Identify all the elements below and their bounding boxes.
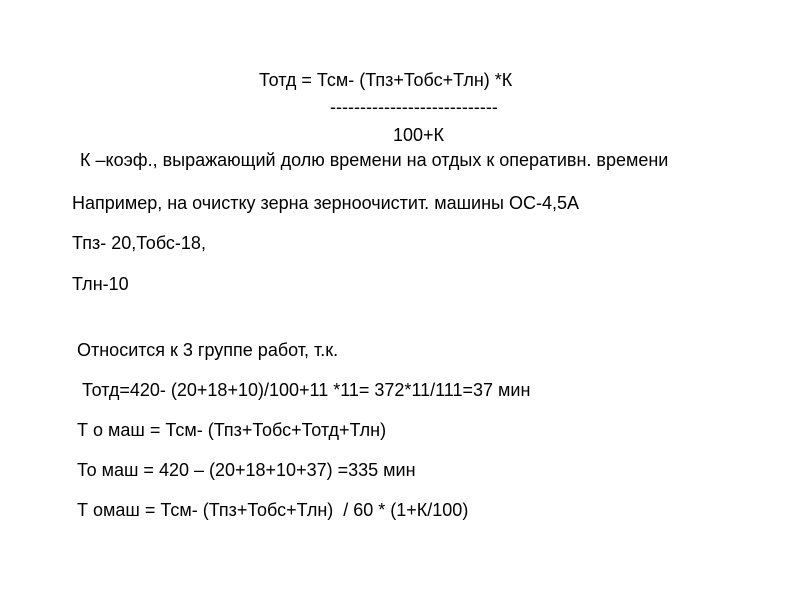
example-intro: Например, на очистку зерна зерноочистит. машины ОС-4,5А bbox=[72, 193, 579, 213]
example-values-line-1: Тпз- 20,Тобс-18, bbox=[72, 233, 206, 253]
t-otd-calculation: Тотд=420- (20+18+10)/100+11 *11= 372*11/111=37 мин bbox=[82, 380, 531, 400]
t-o-mash-value: То маш = 420 – (20+18+10+37) =335 мин bbox=[77, 460, 416, 480]
formula-divider: ---------------------------- bbox=[330, 97, 498, 117]
t-omash-alt-formula: Т омаш = Тсм- (Тпз+Тобс+Тлн) / 60 * (1+К/100) bbox=[77, 500, 469, 520]
group-note: Относится к 3 группе работ, т.к. bbox=[77, 340, 339, 360]
t-o-mash-formula: Т о маш = Тсм- (Тпз+Тобс+Тотд+Тлн) bbox=[77, 420, 387, 440]
example-values-line-2: Тлн-10 bbox=[72, 274, 129, 294]
formula-denominator: 100+К bbox=[393, 125, 445, 145]
formula-numerator: Тотд = Тсм- (Тпз+Тобс+Тлн) *К bbox=[259, 70, 513, 90]
coefficient-definition: К –коэф., выражающий долю времени на отдых к оперативн. времени bbox=[80, 150, 669, 170]
